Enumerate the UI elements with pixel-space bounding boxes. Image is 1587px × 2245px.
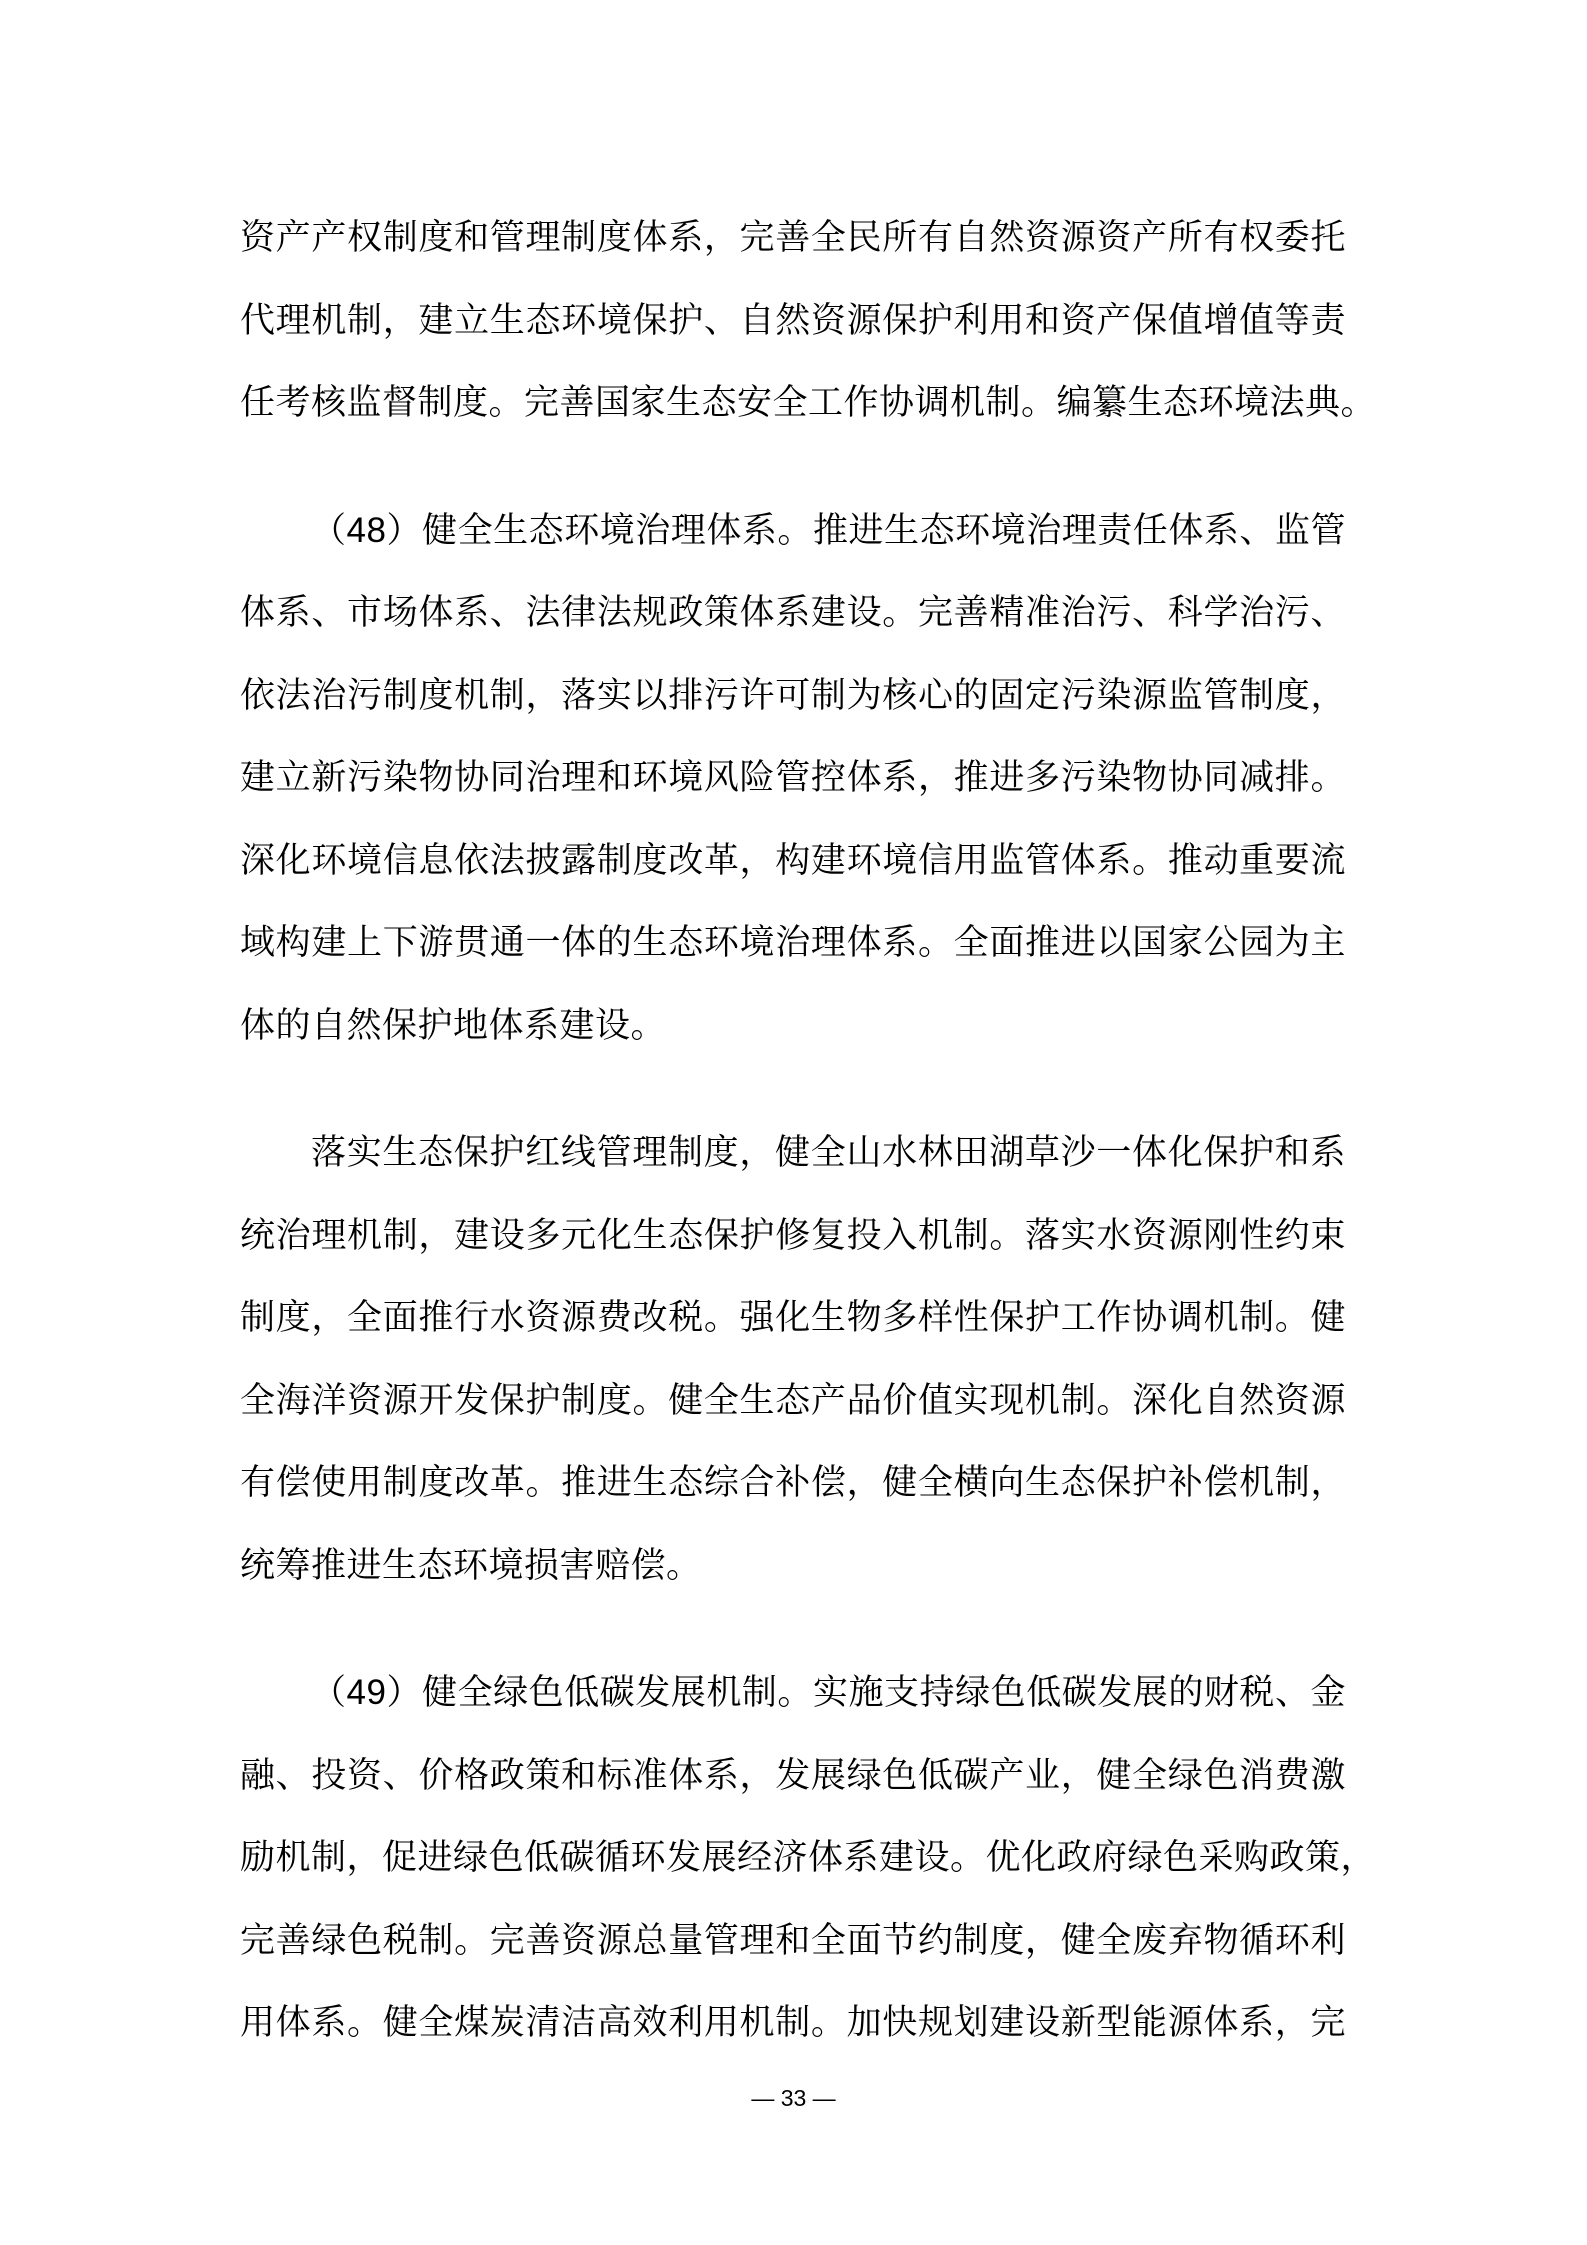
text-line: 任考核监督制度。完善国家生态安全工作协调机制。编纂生态环境法典。 — [240, 383, 1377, 422]
text-line: 用体系。健全煤炭清洁高效利用机制。加快规划建设新型能源体系，完 — [240, 2003, 1346, 2042]
text-line: 体的自然保护地体系建设。 — [240, 1005, 667, 1045]
paragraph-47-continuation — [240, 197, 1377, 445]
text-line: 域构建上下游贯通一体的生态环境治理体系。全面推进以国家公园为主 — [240, 923, 1346, 962]
text-line: 励机制，促进绿色低碳循环发展经济体系建设。优化政府绿色采购政策， — [240, 1838, 1377, 1877]
text-line: 落实生态保护红线管理制度，健全山水林田湖草沙一体化保护和系 — [311, 1133, 1346, 1172]
paragraph-48 — [240, 490, 1346, 1068]
text-line: 完善绿色税制。完善资源总量管理和全面节约制度，健全废弃物循环利 — [240, 1920, 1346, 1960]
text-line: 建立新污染物协同治理和环境风险管控体系，推进多污染物协同减排。 — [240, 758, 1346, 797]
text-line: （49）健全绿色低碳发展机制。实施支持绿色低碳发展的财税、金 — [311, 1673, 1346, 1712]
page-number: — 33 — — [751, 2085, 836, 2111]
text-line: 统治理机制，建设多元化生态保护修复投入机制。落实水资源刚性约束 — [240, 1215, 1346, 1255]
text-line: 体系、市场体系、法律法规政策体系建设。完善精准治污、科学治污、 — [240, 593, 1346, 632]
document-body — [240, 197, 1377, 2065]
text-line: 全海洋资源开发保护制度。健全生态产品价值实现机制。深化自然资源 — [240, 1380, 1346, 1420]
text-line: 深化环境信息依法披露制度改革，构建环境信用监管体系。推动重要流 — [240, 840, 1346, 880]
paragraph-49 — [240, 1652, 1377, 2065]
text-line: 有偿使用制度改革。推进生态综合补偿，健全横向生态保护补偿机制， — [240, 1463, 1346, 1502]
text-line: 代理机制，建立生态环境保护、自然资源保护利用和资产保值增值等责 — [240, 300, 1346, 340]
text-line: （48）健全生态环境治理体系。推进生态环境治理责任体系、监管 — [311, 510, 1346, 550]
paragraph-48b — [240, 1112, 1346, 1607]
text-line: 制度，全面推行水资源费改税。强化生物多样性保护工作协调机制。健 — [240, 1298, 1346, 1337]
text-line: 统筹推进生态环境损害赔偿。 — [240, 1545, 702, 1585]
text-line: 依法治污制度机制，落实以排污许可制为核心的固定污染源监管制度， — [240, 675, 1346, 715]
text-line: 融、投资、价格政策和标准体系，发展绿色低碳产业，健全绿色消费激 — [240, 1755, 1346, 1795]
text-line: 资产产权制度和管理制度体系，完善全民所有自然资源资产所有权委托 — [240, 218, 1346, 257]
